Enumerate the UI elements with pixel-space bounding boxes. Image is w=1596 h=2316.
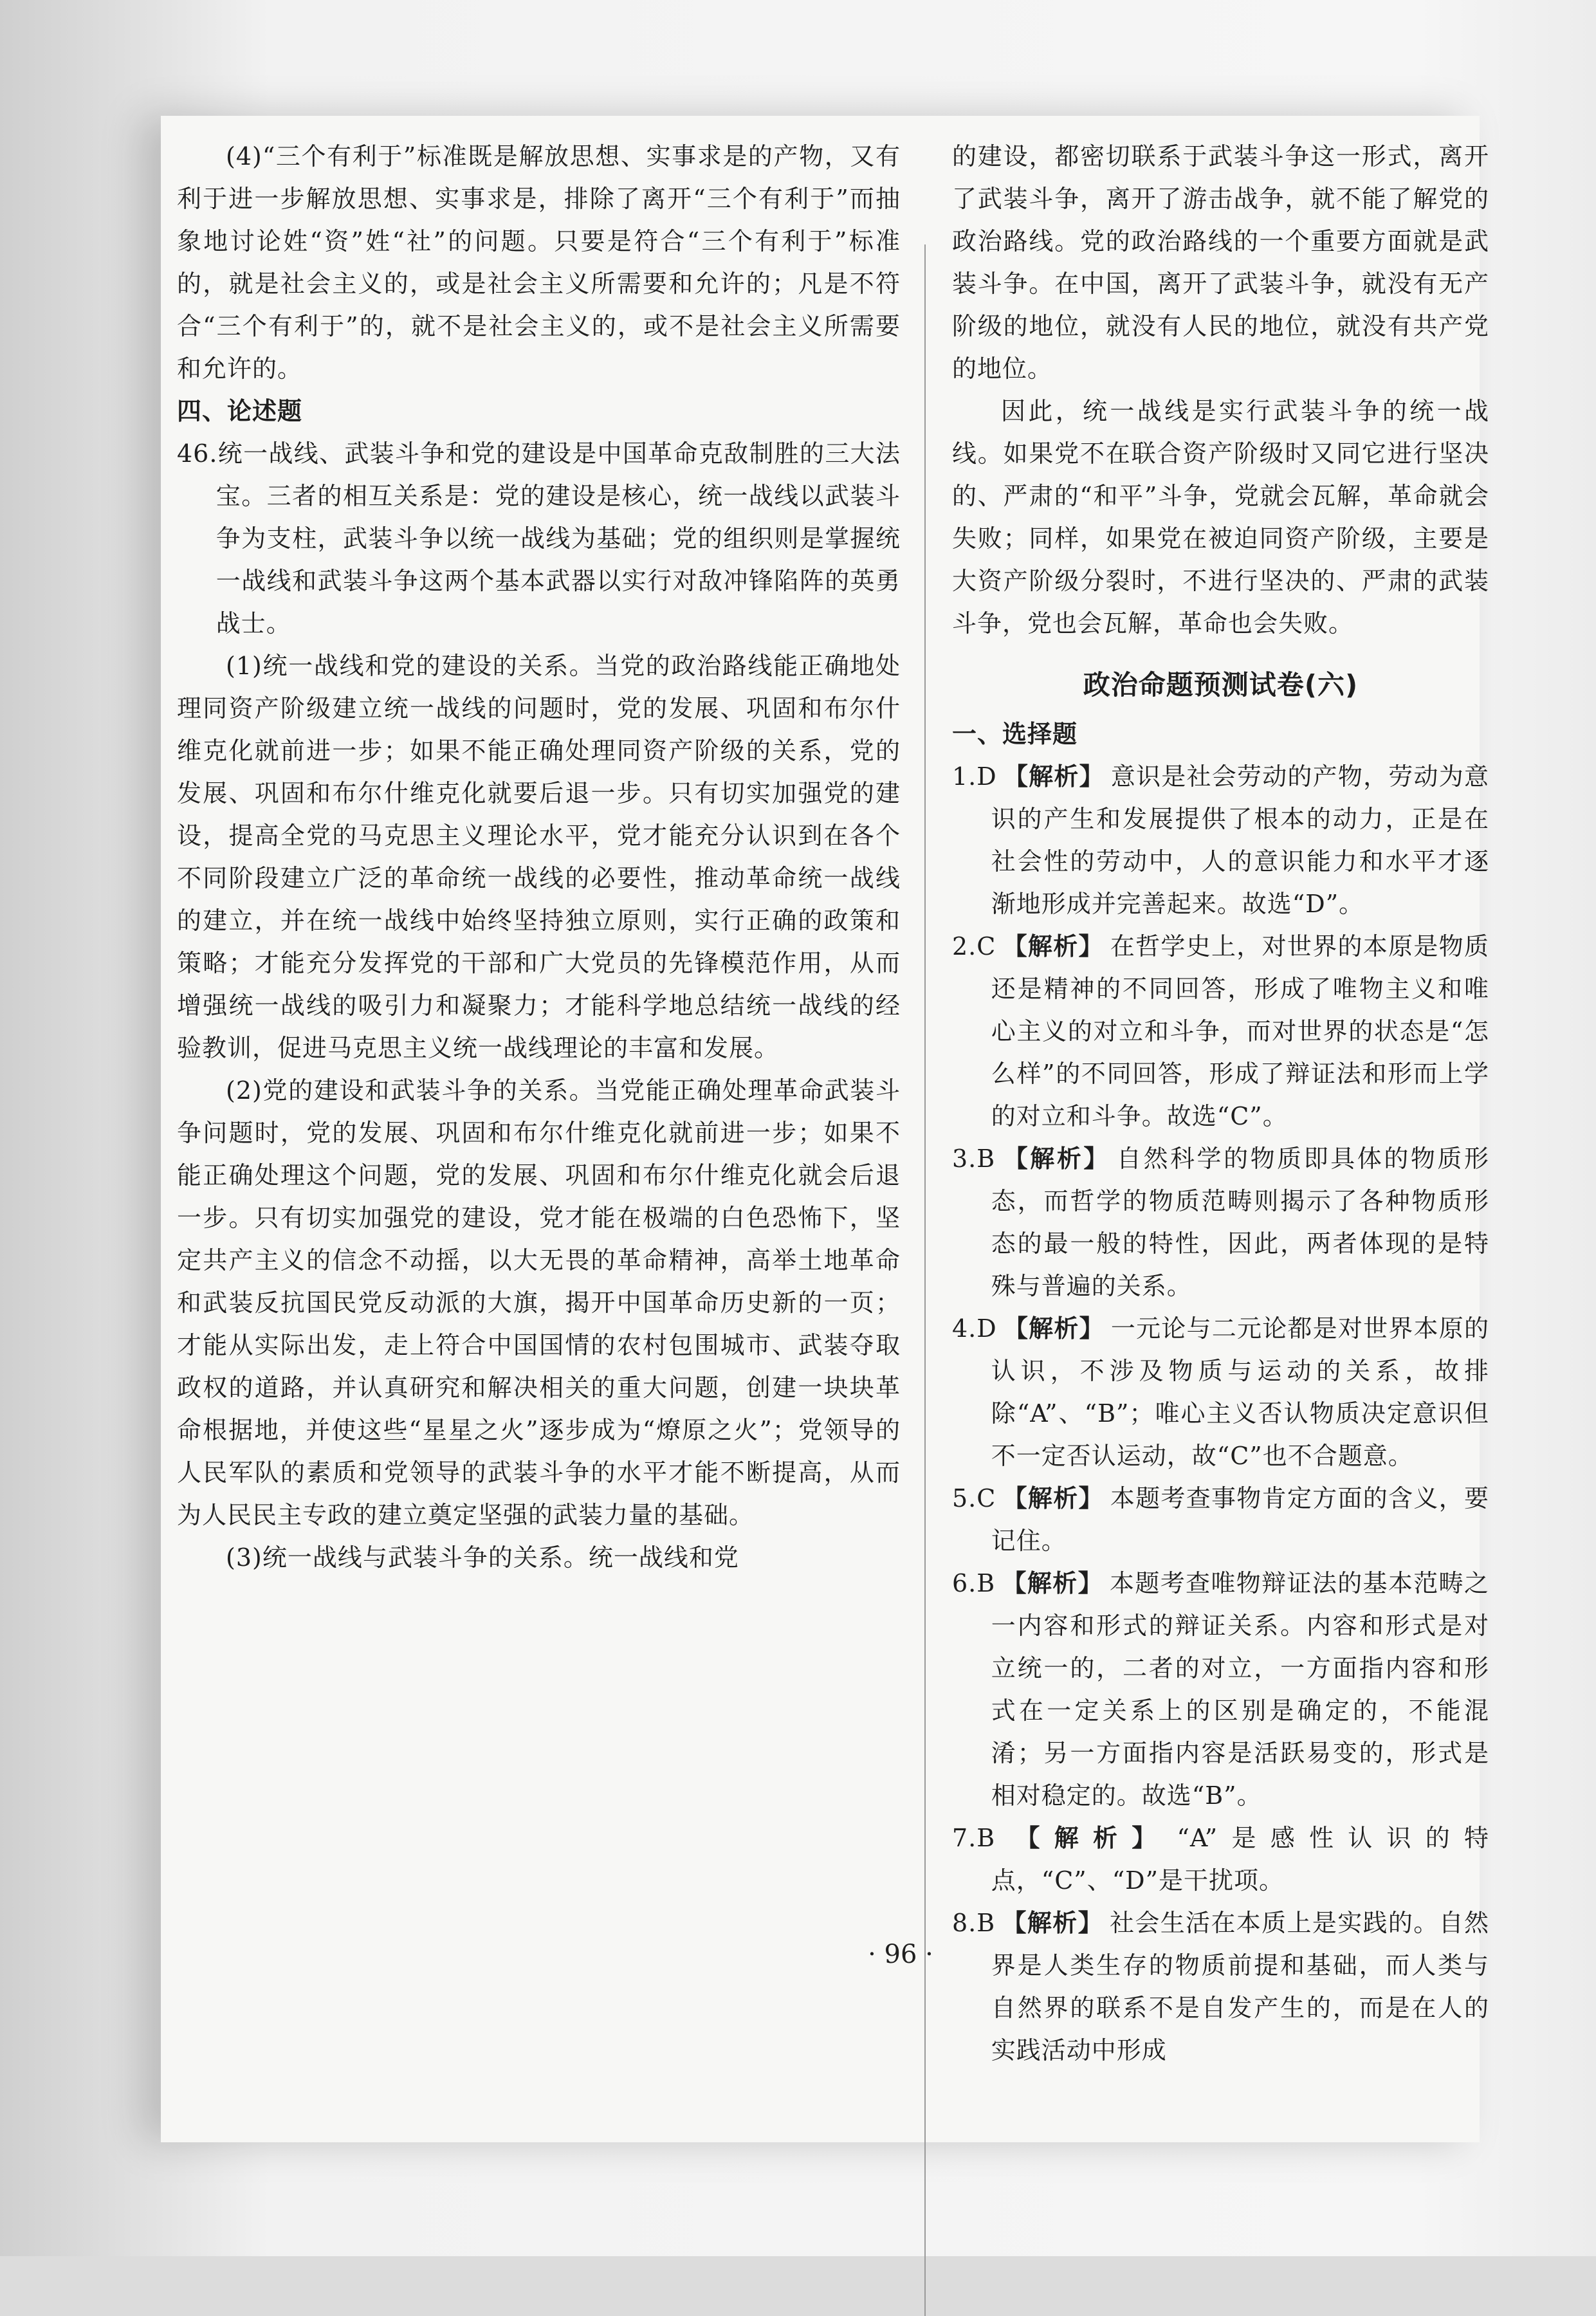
answer-text: “A”是感性认识的特点，“C”、“D”是干扰项。 bbox=[991, 1824, 1489, 1895]
answer-number: 6.B bbox=[952, 1569, 996, 1597]
analysis-tag: 【解析】 bbox=[1002, 1909, 1103, 1937]
analysis-tag: 【解析】 bbox=[1002, 1569, 1103, 1597]
analysis-tag: 【解析】 bbox=[1002, 932, 1104, 960]
answer-number: 3.B bbox=[952, 1144, 996, 1173]
answer-text: 本题考查唯物辩证法的基本范畴之一内容和形式的辩证关系。内容和形式是对立统一的，二者的对立，一方面指内容和形式在一定关系上的区别是确定的，不能混淆；另一方面指内容是活跃易变的，形式是相对稳定的。故选“B”。 bbox=[991, 1569, 1489, 1810]
answer-number: 2.C bbox=[952, 932, 996, 960]
answer-item bbox=[952, 1817, 1489, 1902]
sub-point-3-continued: 的建设，都密切联系于武装斗争这一形式，离开了武装斗争，离开了游击战争，就不能了解党的政治路线。党的政治路线的一个重要方面就是武装斗争。在中国，离开了武装斗争，就没有无产阶级的地位，就没有人民的地位，就没有共产党的地位。 bbox=[952, 142, 1489, 383]
right-column bbox=[952, 135, 1489, 2072]
paragraph-item-4: (4)“三个有利于”标准既是解放思想、实事求是的产物，又有利于进一步解放思想、实事求是，排除了离开“三个有利于”而抽象地讨论姓“资”姓“社”的问题。只要是符合“三个有利于”标准的，就是社会主义的，或是社会主义所需要和允许的；凡是不符合“三个有利于”的，就不是社会主义的，或不是社会主义所需要和允许的。 bbox=[177, 142, 901, 383]
paper-title: 政治命题预测试卷(六) bbox=[1083, 669, 1359, 701]
analysis-tag: 【解析】 bbox=[1003, 1314, 1105, 1343]
answer-text: 一元论与二元论都是对世界本原的认识，不涉及物质与运动的关系，故排除“A”、“B”；唯心主义否认物质决定意识但不一定否认运动，故“C”也不合题意。 bbox=[991, 1314, 1489, 1470]
answer-item bbox=[952, 1137, 1489, 1307]
answer-text: 在哲学史上，对世界的本原是物质还是精神的不同回答，形成了唯物主义和唯心主义的对立和斗争，而对世界的状态是“怎么样”的不同回答，形成了辩证法和形而上学的对立和斗争。故选“C”。 bbox=[991, 932, 1489, 1130]
answer-number: 5.C bbox=[952, 1484, 996, 1512]
answer-number: 4.D bbox=[952, 1314, 997, 1343]
sub-point-3-start: (3)统一战线与武装斗争的关系。统一战线和党 bbox=[226, 1543, 739, 1572]
question-46: 46.统一战线、武装斗争和党的建设是中国革命克敌制胜的三大法宝。三者的相互关系是：党的建设是核心，统一战线以武装斗争为支柱，武装斗争以统一战线为基础；党的组织则是掌握统一战线和武装斗争这两个基本武器以实行对敌冲锋陷阵的英勇战士。 bbox=[177, 439, 901, 638]
answer-item bbox=[952, 1562, 1489, 1817]
analysis-tag: 【解析】 bbox=[1002, 1824, 1171, 1852]
left-column bbox=[177, 135, 901, 1579]
answer-text: 意识是社会劳动的产物，劳动为意识的产生和发展提供了根本的动力，正是在社会性的劳动中，人的意识能力和水平才逐渐地形成并完善起来。故选“D”。 bbox=[991, 762, 1489, 918]
answer-text: 本题考查事物肯定方面的含义，要记住。 bbox=[991, 1484, 1489, 1555]
sub-point-2: (2)党的建设和武装斗争的关系。当党能正确处理革命武装斗争问题时，党的发展、巩固和布尔什维克化就前进一步；如果不能正确处理这个问题，党的发展、巩固和布尔什维克化就会后退一步。只有切实加强党的建设，党才能在极端的白色恐怖下，坚定共产主义的信念不动摇，以大无畏的革命精神，高举土地革命和武装反抗国民党反动派的大旗，揭开中国革命历史新的一页；才能从实际出发，走上符合中国国情的农村包围城市、武装夺取政权的道路，并认真研究和解决相关的重大问题，创建一块块革命根据地，并使这些“星星之火”逐步成为“燎原之火”；党领导的人民军队的素质和党领导的武装斗争的水平才能不断提高，从而为人民民主专政的建立奠定坚强的武装力量的基础。 bbox=[177, 1076, 901, 1529]
answer-item bbox=[952, 755, 1489, 925]
answer-number: 8.B bbox=[952, 1909, 996, 1937]
page-number: · 96 · bbox=[868, 1940, 933, 1969]
analysis-tag: 【解析】 bbox=[1003, 762, 1105, 791]
answer-text: 自然科学的物质即具体的物质形态，而哲学的物质范畴则揭示了各种物质形态的最一般的特性，因此，两者体现的是特殊与普遍的关系。 bbox=[991, 1144, 1489, 1300]
answer-item bbox=[952, 1902, 1489, 2072]
answer-number: 1.D bbox=[952, 762, 997, 791]
answer-item bbox=[952, 925, 1489, 1137]
answer-item bbox=[952, 1307, 1489, 1477]
answer-number: 7.B bbox=[952, 1824, 996, 1852]
analysis-tag: 【解析】 bbox=[1002, 1484, 1104, 1512]
analysis-tag: 【解析】 bbox=[1002, 1144, 1110, 1173]
answer-list bbox=[952, 755, 1489, 2072]
section-heading-choice: 一、选择题 bbox=[952, 720, 1078, 748]
sub-point-3-paragraph-2: 因此，统一战线是实行武装斗争的统一战线。如果党不在联合资产阶级时又同它进行坚决的、严肃的“和平”斗争，党就会瓦解，革命就会失败；同样，如果党在被迫同资产阶级，主要是大资产阶级分裂时，不进行坚决的、严肃的武装斗争，党也会瓦解，革命也会失败。 bbox=[952, 397, 1489, 638]
sub-point-1: (1)统一战线和党的建设的关系。当党的政治路线能正确地处理同资产阶级建立统一战线的问题时，党的发展、巩固和布尔什维克化就前进一步；如果不能正确处理同资产阶级的关系，党的发展、巩固和布尔什维克化就要后退一步。只有切实加强党的建设，提高全党的马克思主义理论水平，党才能充分认识到在各个不同阶段建立广泛的革命统一战线的必要性，推动革命统一战线的建立，并在统一战线中始终坚持独立原则，实行正确的政策和策略；才能充分发挥党的干部和广大党员的先锋模范作用，从而增强统一战线的吸引力和凝聚力；才能科学地总结统一战线的经验教训，促进马克思主义统一战线理论的丰富和发展。 bbox=[177, 652, 901, 1062]
answer-item bbox=[952, 1477, 1489, 1562]
column-divider bbox=[924, 244, 926, 2316]
section-heading-essay: 四、论述题 bbox=[177, 397, 303, 425]
answer-text: 社会生活在本质上是实践的。自然界是人类生存的物质前提和基础，而人类与自然界的联系不是自发产生的，而是在人的实践活动中形成 bbox=[991, 1909, 1489, 2064]
